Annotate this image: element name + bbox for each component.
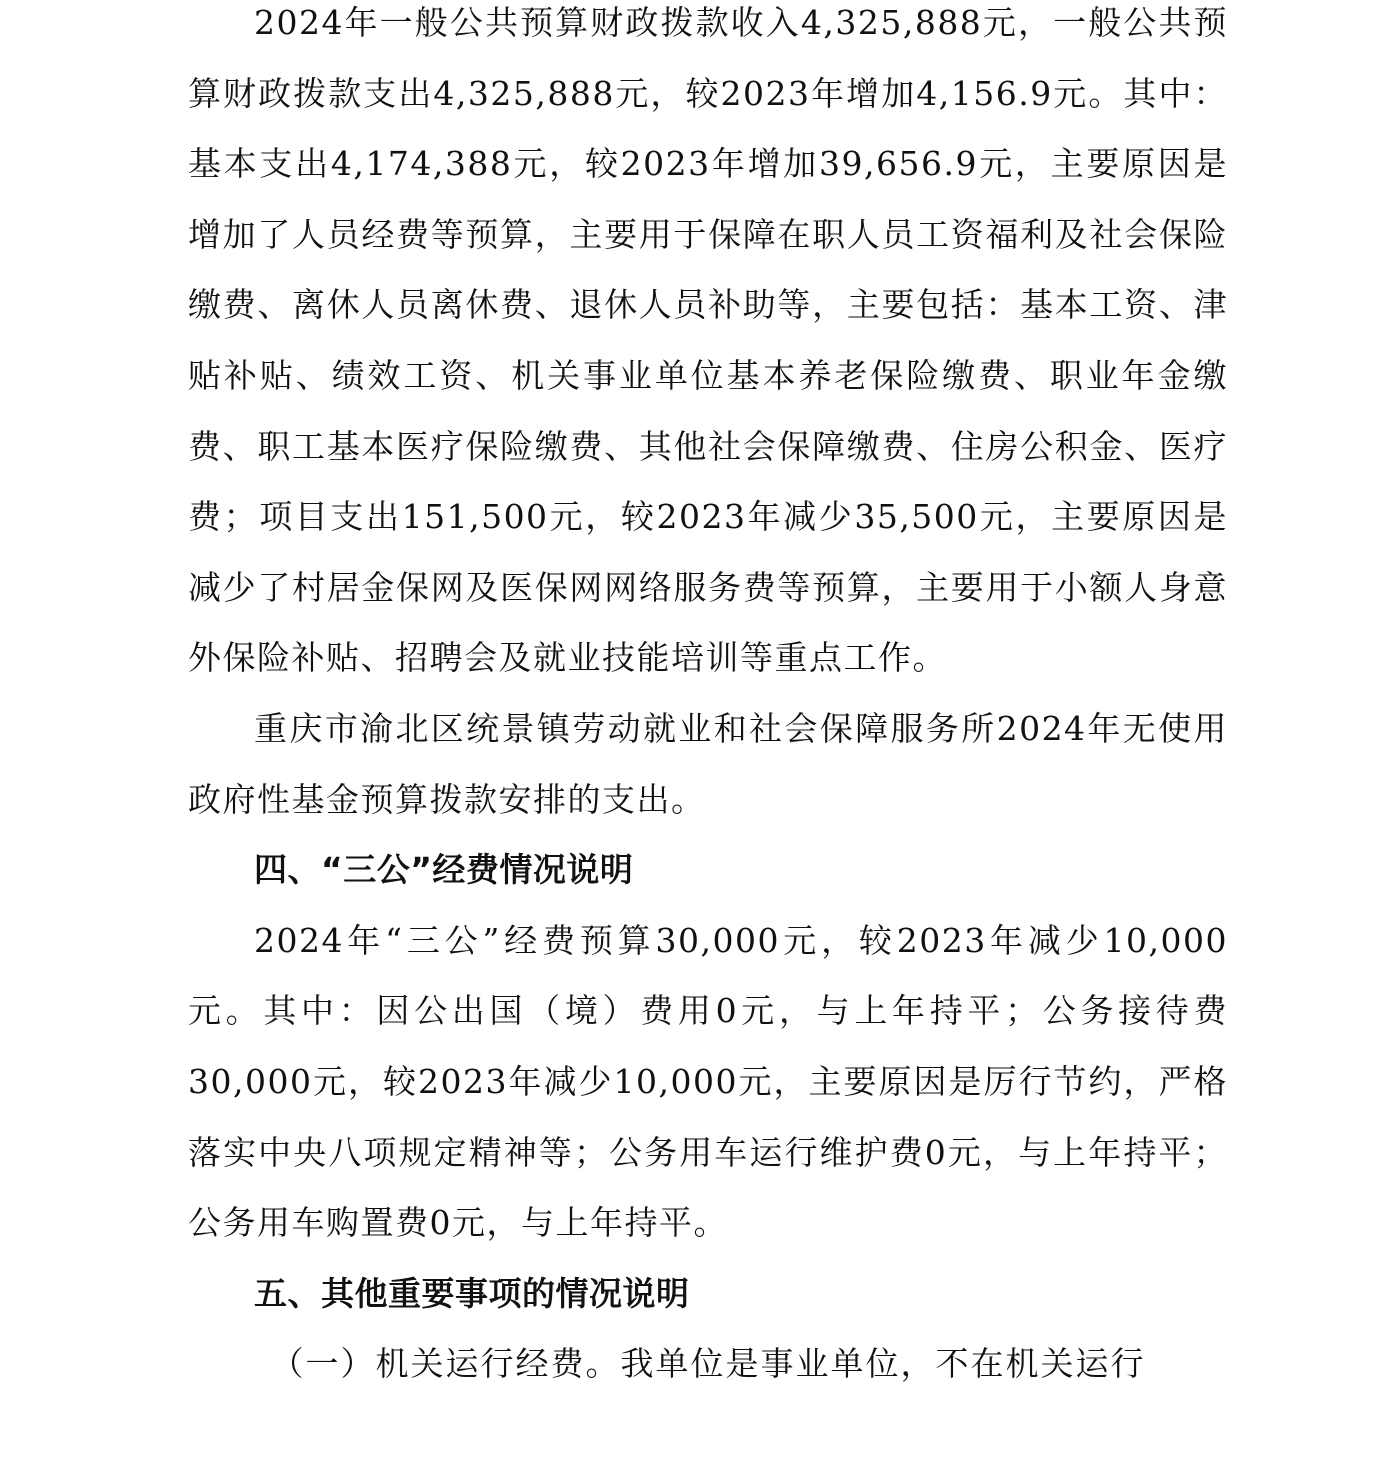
government-fund-paragraph: 重庆市渝北区统景镇劳动就业和社会保障服务所2024年无使用政府性基金预算拨款安排的支出。: [188, 708, 1228, 819]
section-heading-other-matters: 五、其他重要事项的情况说明: [254, 1273, 690, 1313]
three-public-expenses-paragraph: 2024年“三公”经费预算30,000元，较2023年减少10,000元。其中：因公出国（境）费用0元，与上年持平；公务接待费30,000元，较2023年减少10,000元，主要原因是厉行节约，严格落实中央八项规定精神等；公务用车运行维护费0元，与上年持平；公务用车购置费0元，与上年持平。: [188, 920, 1228, 1243]
budget-allocation-paragraph: 2024年一般公共预算财政拨款收入4,325,888元，一般公共预算财政拨款支出4,325,888元，较2023年增加4,156.9元。其中：基本支出4,174,388元，较2023年增加39,656.9元，主要原因是增加了人员经费等预算，主要用于保障在职人员工资福利及社会保险缴费、离休人员离休费、退休人员补助等，主要包括：基本工资、津贴补贴、绩效工资、机关事业单位基本养老保险缴费、职业年金缴费、职工基本医疗保险缴费、其他社会保障缴费、住房公积金、医疗费；项目支出151,500元，较2023年减少35,500元，主要原因是减少了村居金保网及医保网网络服务费等预算，主要用于小额人身意外保险补贴、招聘会及就业技能培训等重点工作。: [188, 3, 1228, 678]
section-heading-three-public-expenses: 四、“三公”经费情况说明: [254, 850, 634, 890]
operating-expenses-paragraph: （一）机关运行经费。我单位是事业单位，不在机关运行: [270, 1344, 1146, 1384]
document-page: [188, 0, 1228, 1400]
